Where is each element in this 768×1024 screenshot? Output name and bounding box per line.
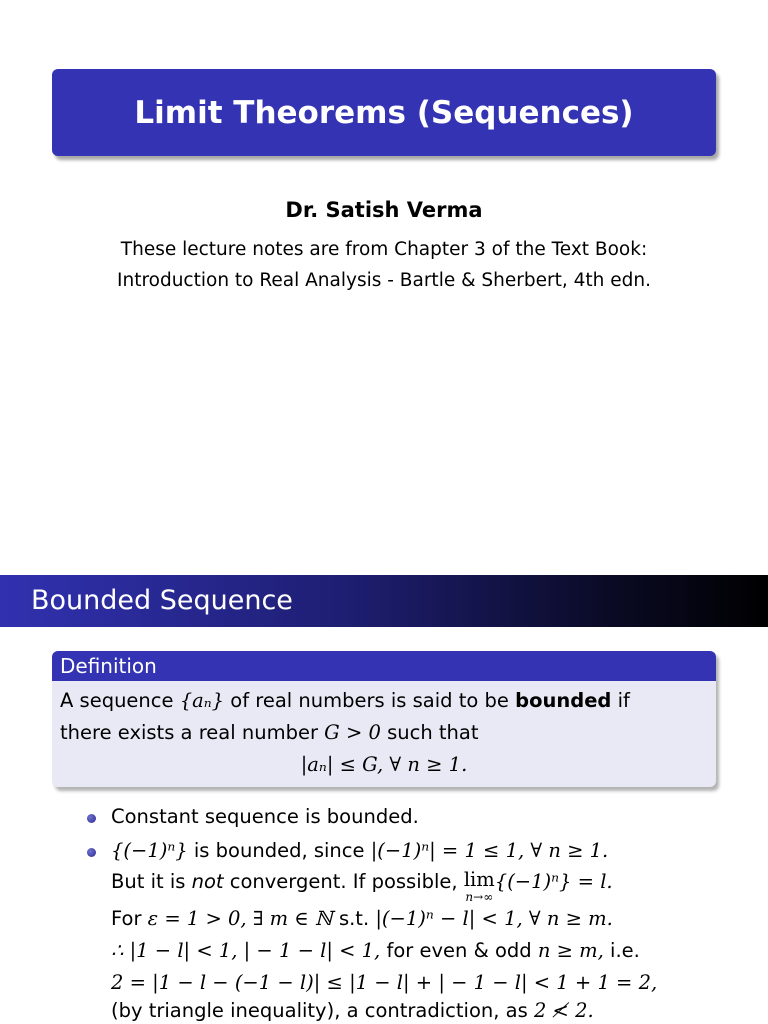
text: convergent. If possible, — [223, 870, 464, 893]
text: is bounded, since — [187, 839, 371, 862]
frame-title: Bounded Sequence — [0, 575, 768, 627]
def-math: |aₙ| ≤ G, ∀ n ≥ 1. — [300, 753, 468, 776]
text: i.e. — [603, 939, 640, 962]
source-note-line-2: Introduction to Real Analysis - Bartle & Sherbert, 4th edn. — [117, 270, 651, 291]
math: {(−1)ⁿ} = l. — [494, 870, 613, 893]
definition-block — [52, 651, 716, 787]
def-math: {aₙ} — [179, 689, 225, 712]
definition-line-1 — [60, 689, 630, 712]
body-line-5 — [111, 939, 640, 962]
math: |(−1)ⁿ − l| < 1, ∀ n ≥ m. — [375, 907, 613, 930]
def-math: G > 0 — [324, 721, 381, 744]
body-line-4 — [111, 907, 613, 930]
math: {(−1)ⁿ} — [111, 839, 188, 862]
lim-subscript: n→∞ — [465, 889, 494, 904]
math: 2 = |1 − l − (−1 − l)| ≤ |1 − l| + | − 1 − l| < 1 + 1 = 2, — [111, 971, 658, 994]
bullet-icon — [87, 848, 96, 857]
definition-line-3 — [52, 753, 716, 776]
text: For — [111, 907, 148, 930]
body-line-6 — [111, 971, 657, 994]
definition-line-2 — [60, 721, 479, 744]
lim-word: lim — [463, 868, 495, 891]
def-text: such that — [380, 721, 479, 744]
definition-header: Definition — [52, 651, 716, 681]
bounded-sequence-slide — [0, 575, 768, 1024]
emphasis: not — [191, 870, 224, 893]
limit-operator — [464, 870, 495, 903]
body-line-3 — [111, 870, 613, 903]
def-text: there exists a real number — [60, 721, 325, 744]
math: 2 ≮ 2. — [533, 999, 594, 1022]
def-text: if — [611, 689, 630, 712]
def-text: A sequence — [60, 689, 180, 712]
math: n ≥ m, — [537, 939, 604, 962]
bullet-line-1: Constant sequence is bounded. — [111, 805, 419, 828]
text: s.t. — [332, 907, 376, 930]
math: ε = 1 > 0, ∃ m ∈ ℕ — [147, 907, 333, 930]
source-note-line-1: These lecture notes are from Chapter 3 of the Text Book: — [120, 239, 648, 260]
text: for even & odd — [380, 939, 538, 962]
bullet-icon — [87, 814, 96, 823]
bullet-line-2 — [111, 839, 608, 862]
text: (by triangle inequality), a contradiction, as — [111, 999, 534, 1022]
author-name: Dr. Satish Verma — [285, 198, 483, 222]
def-text: of real numbers is said to be — [224, 689, 516, 712]
math: |(−1)ⁿ| = 1 ≤ 1, ∀ n ≥ 1. — [370, 839, 609, 862]
text: But it is — [111, 870, 192, 893]
body-line-7 — [111, 999, 594, 1022]
math: ∴ |1 − l| < 1, | − 1 − l| < 1, — [111, 939, 381, 962]
def-bold-term: bounded — [515, 689, 612, 712]
slide-title: Limit Theorems (Sequences) — [52, 69, 716, 156]
